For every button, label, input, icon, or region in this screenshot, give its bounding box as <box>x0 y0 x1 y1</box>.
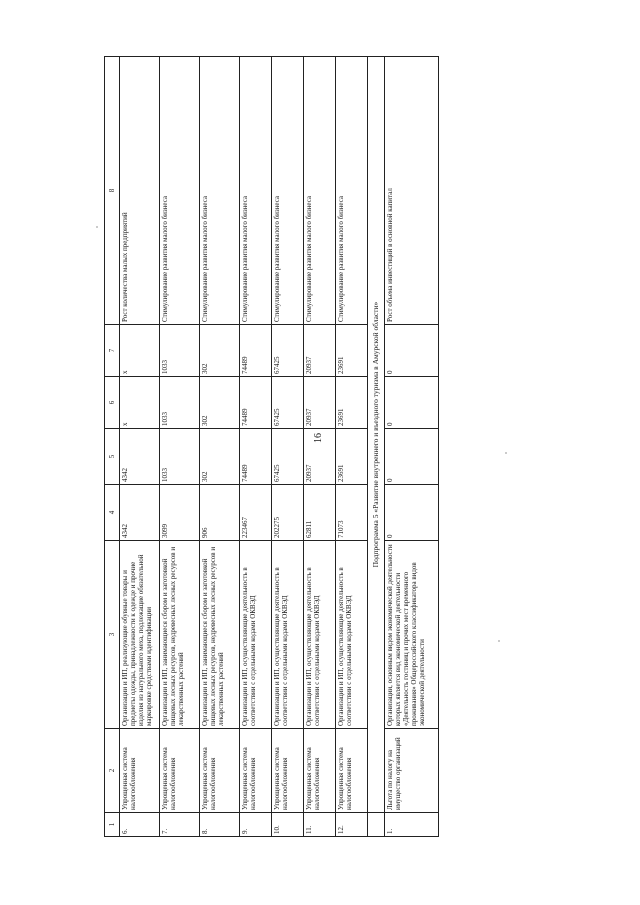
tax-regime: Упрощенная система налогообложения <box>160 729 200 813</box>
column-number: 8 <box>105 57 120 325</box>
value-col4: 0 <box>385 485 439 541</box>
value-col6: 20937 <box>304 377 336 429</box>
goal: Стимулирование развития малого бизнеса <box>160 57 200 325</box>
value-col4: 223467 <box>240 485 272 541</box>
subprogram-title: Подпрограмма 5 «Развитие внутреннего и въездного туризма в Амурской области» <box>368 57 385 813</box>
value-col5: 20937 <box>304 429 336 485</box>
rotated-table-container <box>104 57 426 837</box>
beneficiaries: Организации и ИП, осуществляющие деятельность в соответствии с отдельными кодами ОКВЭД <box>240 541 272 729</box>
beneficiaries: Организации и ИП, занимающиеся сбором и заготовкой пищевых лесных ресурсов, недревесных лесных ресурсов и лекарственных растений <box>160 541 200 729</box>
tax-benefits-table-frame <box>104 57 426 837</box>
goal: Стимулирование развития малого бизнеса <box>272 57 304 325</box>
tax-benefits-table <box>104 56 439 837</box>
value-col7: 302 <box>200 325 240 377</box>
table-row <box>200 57 240 837</box>
value-col5: 74489 <box>240 429 272 485</box>
value-col6: 302 <box>200 377 240 429</box>
value-col7: 74489 <box>240 325 272 377</box>
table-row <box>336 57 368 837</box>
value-col4: 906 <box>200 485 240 541</box>
table-row <box>272 57 304 837</box>
value-col4: 71073 <box>336 485 368 541</box>
goal: Стимулирование развития малого бизнеса <box>304 57 336 325</box>
tax-regime: Упрощенная система налогообложения <box>120 729 160 813</box>
beneficiaries: Организации и ИП, осуществляющие деятельность в соответствии с отдельными кодами ОКВЭД <box>304 541 336 729</box>
beneficiaries: Организации, основным видом экономической деятельности которых является вид экономической деятельности «Деятельность гостиниц и прочих мест временного проживания» Общероссийского классификатора видов экономической деятельности <box>385 541 439 729</box>
row-number: 9. <box>240 813 272 837</box>
row-number: 10. <box>272 813 304 837</box>
beneficiaries: Организации и ИП, занимающиеся сбором и заготовкой пищевых лесных ресурсов, недревесных лесных ресурсов и лекарственных растений <box>200 541 240 729</box>
row-number: 6. <box>120 813 160 837</box>
column-number-row <box>105 57 120 837</box>
tax-regime: Упрощенная система налогообложения <box>336 729 368 813</box>
row-number: 7. <box>160 813 200 837</box>
value-col7: 23691 <box>336 325 368 377</box>
column-number: 1 <box>105 813 120 837</box>
value-col5: 0 <box>385 429 439 485</box>
table-row <box>385 57 439 837</box>
subprogram-blank <box>368 813 385 837</box>
goal: Стимулирование развития малого бизнеса <box>200 57 240 325</box>
subprogram-row <box>368 57 385 837</box>
table-row <box>120 57 160 837</box>
page-number: 16 <box>313 433 324 443</box>
tax-regime: Льгота по налогу на имущество организаций <box>385 729 439 813</box>
value-col5: 23691 <box>336 429 368 485</box>
column-number: 4 <box>105 485 120 541</box>
value-col5: 4342 <box>120 429 160 485</box>
scan-speck <box>96 226 98 228</box>
beneficiaries: Организации и ИП, осуществляющие деятельность в соответствии с отдельными кодами ОКВЭД <box>336 541 368 729</box>
beneficiaries: Организации и ИП, осуществляющие деятельность в соответствии с отдельными кодами ОКВЭД <box>272 541 304 729</box>
table-row <box>240 57 272 837</box>
tax-regime: Упрощенная система налогообложения <box>240 729 272 813</box>
value-col6: 1033 <box>160 377 200 429</box>
value-col6: 0 <box>385 377 439 429</box>
row-number: 11. <box>304 813 336 837</box>
value-col7: 1033 <box>160 325 200 377</box>
value-col6: 23691 <box>336 377 368 429</box>
goal: Стимулирование развития малого бизнеса <box>336 57 368 325</box>
value-col4: 3099 <box>160 485 200 541</box>
scan-speck <box>498 640 500 642</box>
column-number: 5 <box>105 429 120 485</box>
value-col4: 202275 <box>272 485 304 541</box>
table-row <box>160 57 200 837</box>
value-col6: 74489 <box>240 377 272 429</box>
row-number: 12. <box>336 813 368 837</box>
column-number: 2 <box>105 729 120 813</box>
tax-regime: Упрощенная система налогообложения <box>272 729 304 813</box>
row-number: 8. <box>200 813 240 837</box>
value-col6: х <box>120 377 160 429</box>
tax-regime: Упрощенная система налогообложения <box>200 729 240 813</box>
value-col6: 67425 <box>272 377 304 429</box>
column-number: 6 <box>105 377 120 429</box>
goal: Стимулирование развития малого бизнеса <box>240 57 272 325</box>
scan-speck <box>505 452 507 454</box>
tax-regime: Упрощенная система налогообложения <box>304 729 336 813</box>
row-number: 1. <box>385 813 439 837</box>
value-col7: 67425 <box>272 325 304 377</box>
column-number: 3 <box>105 541 120 729</box>
value-col4: 62811 <box>304 485 336 541</box>
goal: Рост объема инвестиций в основной капитал <box>385 57 439 325</box>
value-col5: 67425 <box>272 429 304 485</box>
value-col5: 1033 <box>160 429 200 485</box>
table-row <box>304 57 336 837</box>
value-col7: 0 <box>385 325 439 377</box>
beneficiaries: Организации и ИП, реализующие обувные товары и предметы одежды, принадлежности к одежде и прочие изделия из натурального меха, подлежащие обязательной маркировке средствами идентификации <box>120 541 160 729</box>
column-number: 7 <box>105 325 120 377</box>
value-col5: 302 <box>200 429 240 485</box>
value-col7: 20937 <box>304 325 336 377</box>
value-col7: х <box>120 325 160 377</box>
value-col4: 4342 <box>120 485 160 541</box>
goal: Рост количества малых предприятий <box>120 57 160 325</box>
